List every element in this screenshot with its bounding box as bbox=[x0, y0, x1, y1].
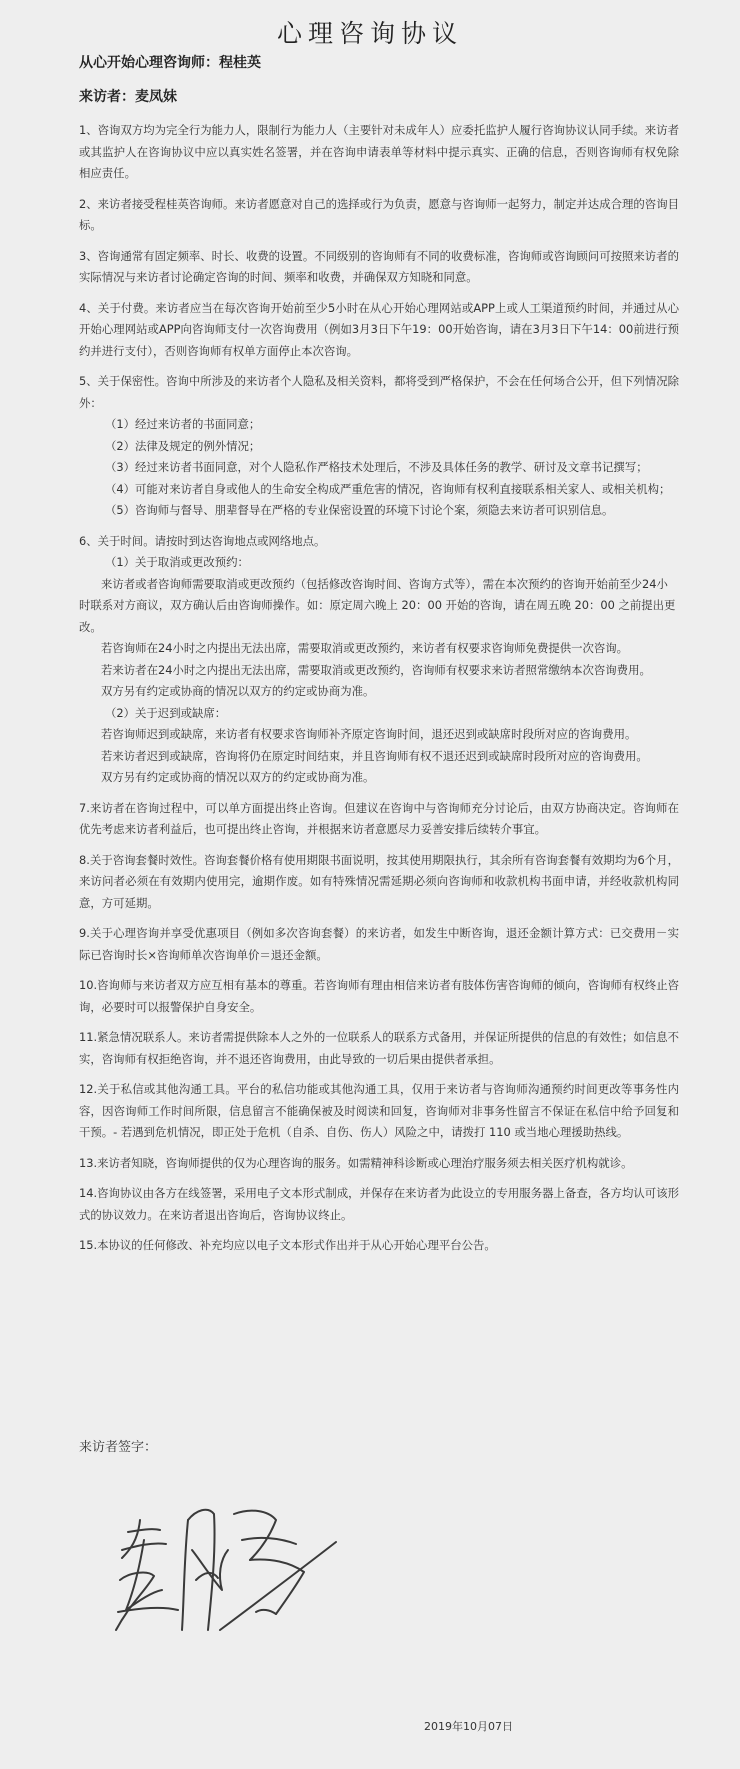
counselor-line: 从心开始心理咨询师：程桂英 bbox=[79, 55, 261, 71]
clause-2: 2、来访者接受程桂英咨询师。来访者愿意对自己的选择或行为负责，愿意与咨询师一起努力，制定并达成合理的咨询目标。 bbox=[79, 196, 679, 232]
clause-15: 15.本协议的任何修改、补充均应以电子文本形式作出并于从心开始心理平台公告。 bbox=[79, 1238, 496, 1252]
clause-13: 13.来访者知晓，咨询师提供的仅为心理咨询的服务。如需精神科诊断或心理治疗服务须去相关医疗机构就诊。 bbox=[79, 1155, 633, 1170]
clause-6-sub1-title: （1）关于取消或更改预约： bbox=[105, 555, 249, 569]
clause-6-sub2-line-2: 若来访者迟到或缺席，咨询将仍在原定时间结束，并且咨询师有权不退还迟到或缺席时段所对应的咨询费用。 bbox=[101, 748, 648, 763]
clause-8: 8.关于咨询套餐时效性。咨询套餐价格有使用期限书面说明，按其使用期限执行，其余所有咨询套餐有效期均为6个月，来访问者必须在有效期内使用完，逾期作废。如有特殊情况需延期必须向咨询师和收款机构书面申请，并经收款机构同意，方可延期。 bbox=[79, 852, 679, 910]
clause-10: 10.咨询师与来访者双方应互相有基本的尊重。若咨询师有理由相信来访者有肢体伤害咨询师的倾向，咨询师有权终止咨询，必要时可以报警保护自身安全。 bbox=[79, 978, 679, 1014]
handwritten-signature bbox=[100, 1480, 340, 1650]
clause-6-sub2-line-1: 若咨询师迟到或缺席，来访者有权要求咨询师补齐原定咨询时间，退还迟到或缺席时段所对应的咨询费用。 bbox=[101, 727, 637, 741]
clause-5-item-4: （4）可能对来访者自身或他人的生命安全构成严重危害的情况，咨询师有权利直接联系相关家人、或相关机构； bbox=[105, 481, 671, 496]
clause-5: 5、关于保密性。咨询中所涉及的来访者个人隐私及相关资料，都将受到严格保护，不会在任何场合公开，但下列情况除外： bbox=[79, 374, 679, 410]
clause-3: 3、咨询通常有固定频率、时长、收费的设置。不同级别的咨询师有不同的收费标准，咨询师或咨询顾问可按照来访者的实际情况与来访者讨论确定咨询的时间、频率和收费，并确保双方知晓和同意。 bbox=[79, 248, 679, 284]
clause-5-item-2: （2）法律及规定的例外情况； bbox=[105, 438, 261, 453]
clause-11: 11.紧急情况联系人。来访者需提供除本人之外的一位联系人的联系方式备用，并保证所提供的信息的有效性；如信息不实，咨询师有权拒绝咨询，并不退还咨询费用，由此导致的一切后果由提供者承担。 bbox=[79, 1030, 679, 1066]
clause-6-sub2-line-3: 双方另有约定或协商的情况以双方的约定或协商为准。 bbox=[101, 770, 375, 784]
agreement-body bbox=[79, 120, 679, 1266]
page-title: 心理咨询协议 bbox=[276, 18, 463, 48]
clause-5-item-5: （5）咨询师与督导、朋辈督导在严格的专业保密设置的环境下讨论个案，须隐去来访者可识别信息。 bbox=[105, 503, 614, 517]
clause-6: 6、关于时间。请按时到达咨询地点或网络地点。 bbox=[79, 533, 326, 548]
clause-7: 7.来访者在咨询过程中，可以单方面提出终止咨询。但建议在咨询中与咨询师充分讨论后，由双方协商决定。咨询师在优先考虑来访者利益后，也可提出终止咨询，并根据来访者意愿尽力妥善安排后续转介事宜。 bbox=[79, 800, 679, 836]
signing-date: 2019年10月07日 bbox=[424, 1720, 513, 1733]
clause-6-sub2-title: （2）关于迟到或缺席： bbox=[105, 705, 227, 720]
clause-6-sub1-line-3: 若来访者在24小时之内提出无法出席，需要取消或更改预约，咨询师有权要求来访者照常缴纳本次咨询费用。 bbox=[101, 662, 651, 677]
clause-5-item-3: （3）经过来访者书面同意，对个人隐私作严格技术处理后，不涉及具体任务的教学、研讨及文章书记撰写； bbox=[105, 460, 648, 474]
clause-6-sub1-line-4: 双方另有约定或协商的情况以双方的约定或协商为准。 bbox=[101, 684, 375, 698]
clause-4: 4、关于付费。来访者应当在每次咨询开始前至少5小时在从心开始心理网站或APP上或人工渠道预约时间，并通过从心开始心理网站或APP向咨询师支付一次咨询费用（例如3月3日下午19：00开始咨询，请在3月3日下午14：00前进行预约并进行支付），否则咨询师有权单方面停止本次咨询。 bbox=[79, 300, 679, 358]
clause-6-sub1-line-2: 若咨询师在24小时之内提出无法出席，需要取消或更改预约，来访者有权要求咨询师免费提供一次咨询。 bbox=[101, 641, 629, 655]
clause-5-item-1: （1）经过来访者的书面同意； bbox=[105, 417, 261, 431]
clause-12: 12.关于私信或其他沟通工具。平台的私信功能或其他沟通工具，仅用于来访者与咨询师沟通预约时间更改等事务性内容，因咨询师工作时间所限，信息留言不能确保被及时阅读和回复，咨询师对非事务性留言不保证在私信中给予回复和干预。- 若遇到危机情况，即正处于危机（自杀、自伤、伤人）风险之中，请拨打 110 或当地心理援助热线。 bbox=[79, 1082, 679, 1139]
clause-1: 1、咨询双方均为完全行为能力人，限制行为能力人（主要针对未成年人）应委托监护人履行咨询协议认同手续。来访者或其监护人在咨询协议中应以真实姓名签署，并在咨询申请表单等材料中提示真实、正确的信息，否则咨询师有权免除相应责任。 bbox=[79, 123, 679, 180]
clause-6-sub1-line-1: 来访者或者咨询师需要取消或更改预约（包括修改咨询时间、咨询方式等），需在本次预约的咨询开始前至少24小时联系对方商议，双方确认后由咨询师操作。如：原定周六晚上 20：00 开始的咨询，请在周五晚 20：00 之前提出更改。 bbox=[79, 576, 676, 634]
clause-14: 14.咨询协议由各方在线签署，采用电子文本形式制成，并保存在来访者为此设立的专用服务器上备查，各方均认可该形式的协议效力。在来访者退出咨询后，咨询协议终止。 bbox=[79, 1186, 679, 1222]
visitor-line: 来访者：麦凤妹 bbox=[79, 89, 177, 105]
clause-9: 9.关于心理咨询并享受优惠项目（例如多次咨询套餐）的来访者，如发生中断咨询，退还金额计算方式：已交费用－实际已咨询时长×咨询师单次咨询单价＝退还金额。 bbox=[79, 926, 679, 962]
signature-label: 来访者签字： bbox=[79, 1440, 158, 1455]
